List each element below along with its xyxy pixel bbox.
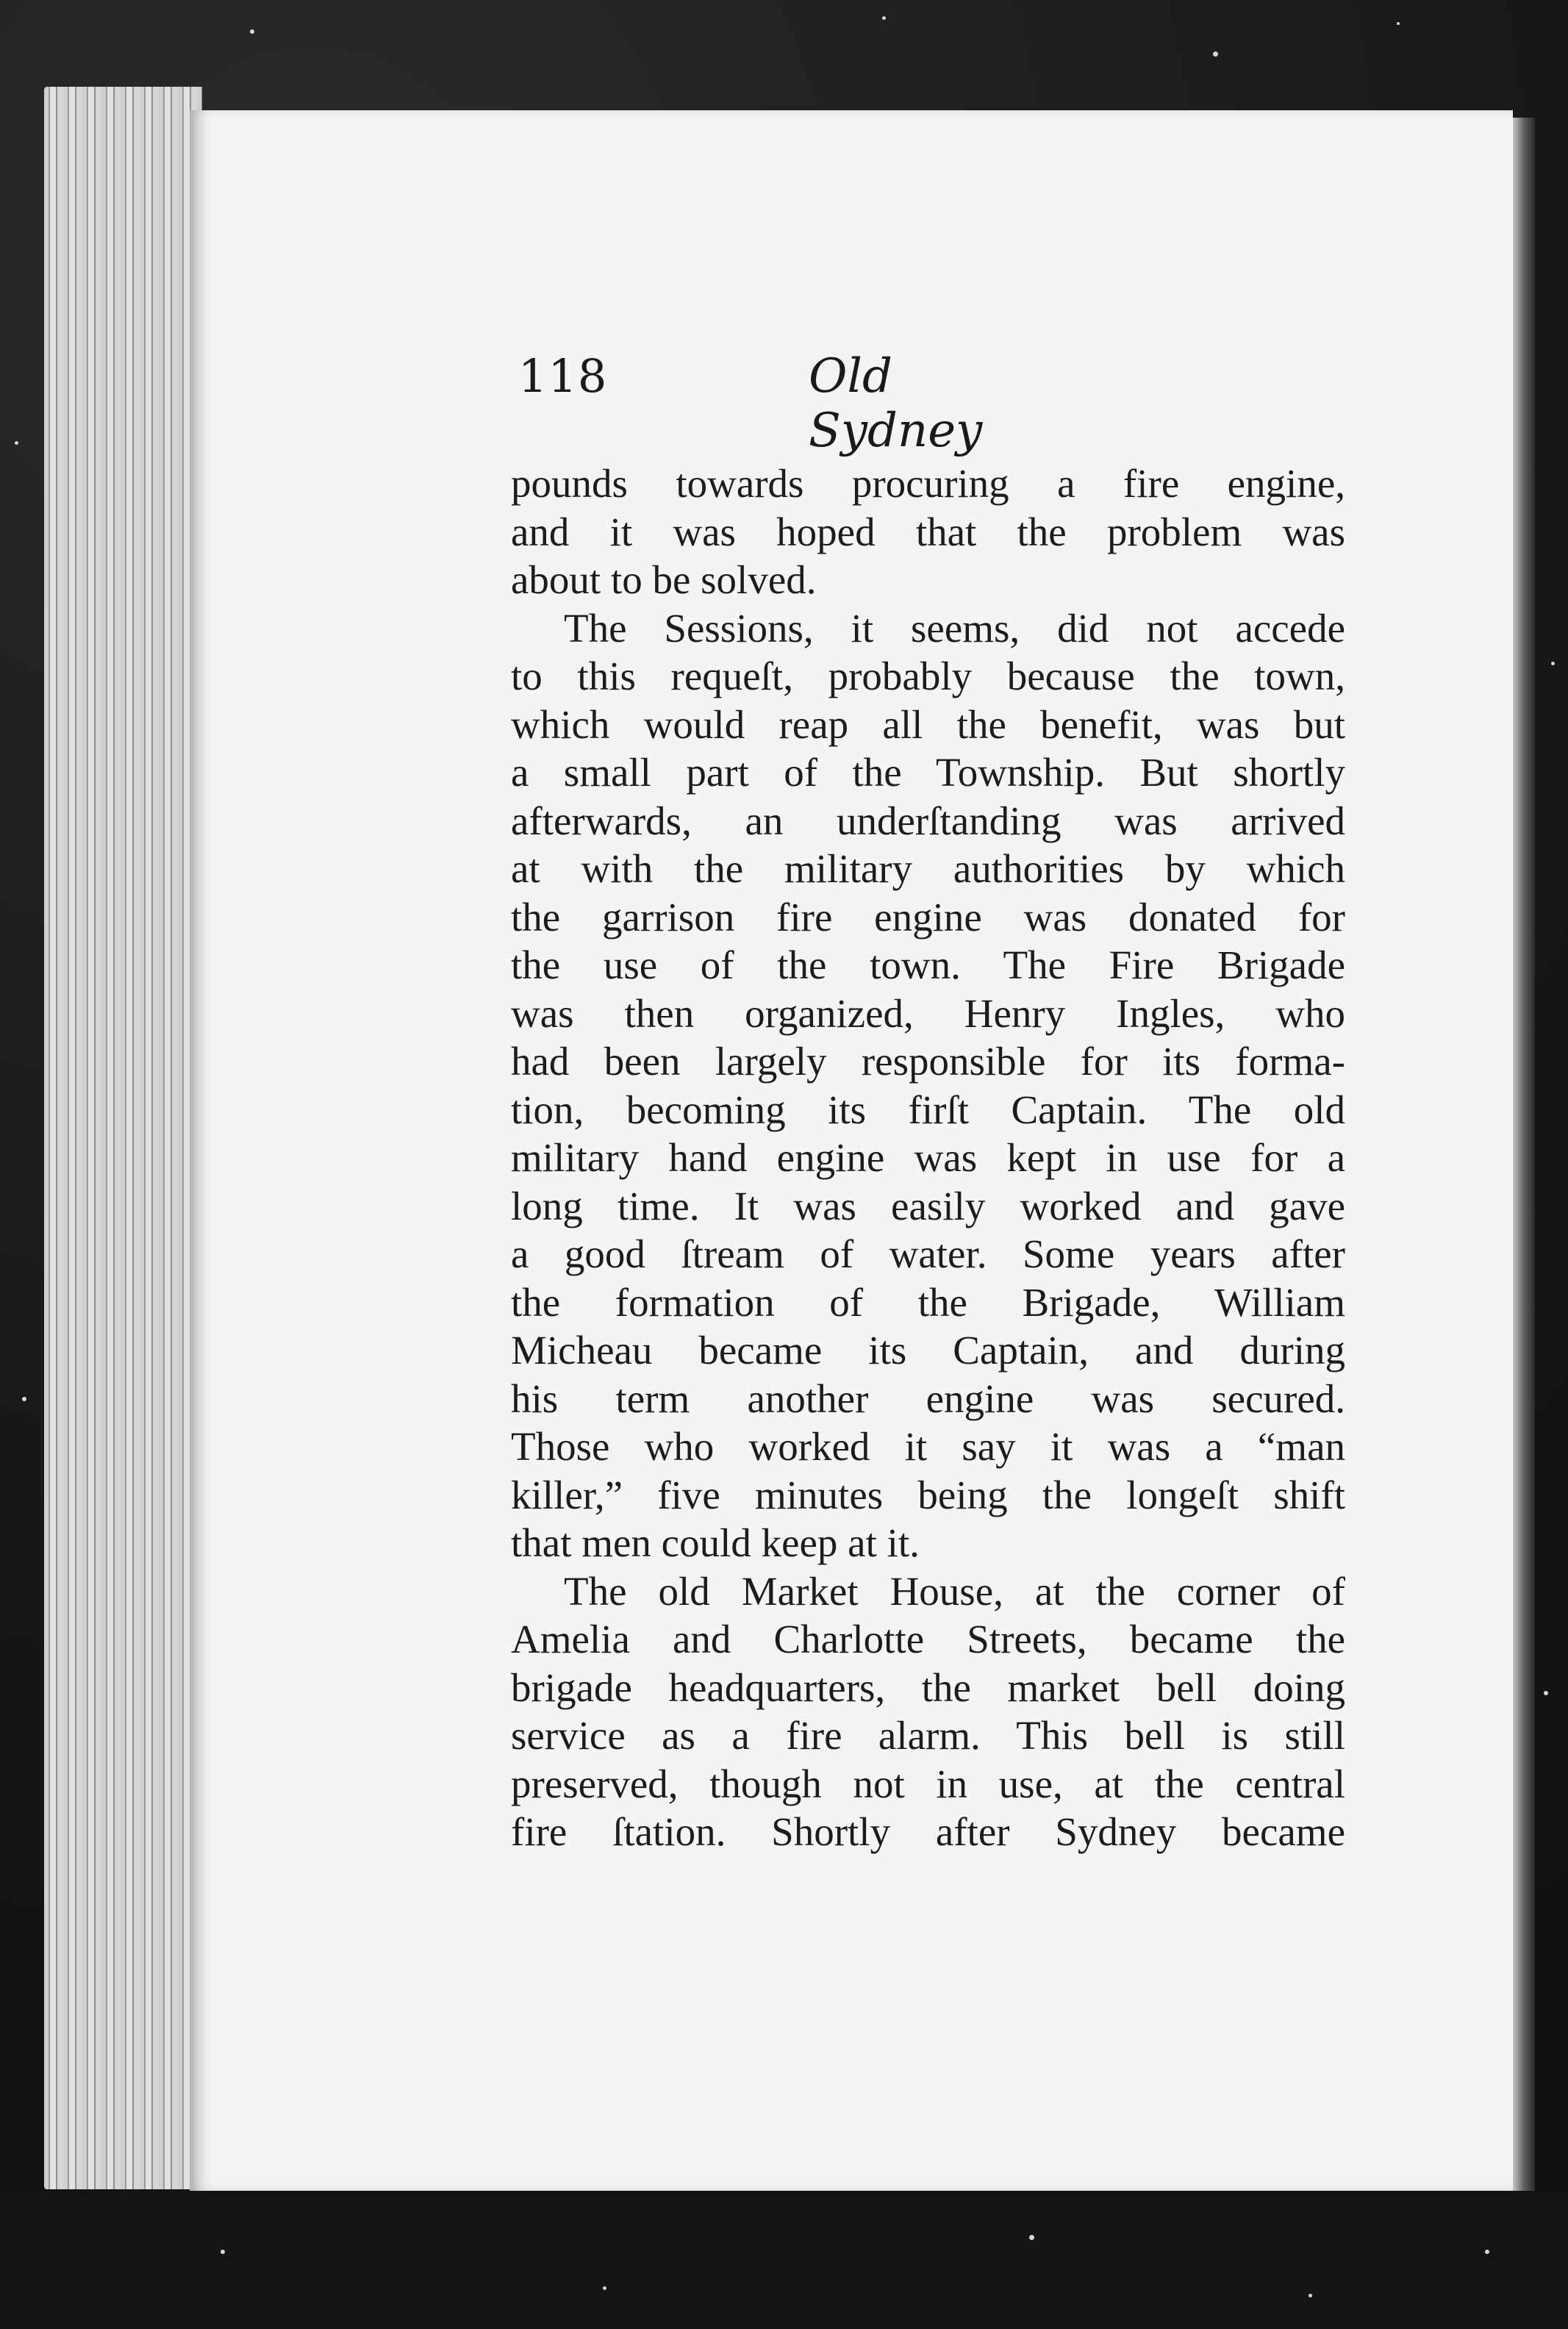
running-title: Old Sydney xyxy=(809,349,983,458)
text-line: the formation of the Brigade, William xyxy=(511,1279,1345,1325)
text-line: at with the military authorities by which xyxy=(511,846,1345,891)
text-line: tion, becoming its firſt Captain. The old xyxy=(511,1087,1345,1132)
text-line: Micheau became its Captain, and during xyxy=(511,1328,1345,1373)
dust-speck xyxy=(1029,2235,1034,2240)
dust-speck xyxy=(1309,2294,1312,2297)
text-line: service as a fire alarm. This bell is still xyxy=(511,1713,1345,1758)
text-line: The old Market House, at the corner of xyxy=(564,1568,1345,1614)
text-line: had been largely responsible for its forma- xyxy=(511,1039,1345,1084)
dust-speck xyxy=(1485,2250,1489,2254)
dust-speck xyxy=(1397,22,1400,25)
text-line: fire ſtation. Shortly after Sydney became xyxy=(511,1809,1345,1854)
paragraph-3 xyxy=(511,1567,1345,1856)
text-line: the use of the town. The Fire Brigade xyxy=(511,942,1345,987)
text-line: the garrison fire engine was donated for xyxy=(511,894,1345,940)
text-line: a small part of the Township. But shortly xyxy=(511,750,1345,795)
running-head xyxy=(518,349,1077,458)
text-line: about to be solved. xyxy=(511,557,817,602)
dust-speck xyxy=(1544,1691,1548,1695)
text-line: long time. It was easily worked and gave xyxy=(511,1183,1345,1228)
text-line: pounds towards procuring a fire engine, xyxy=(511,461,1345,506)
text-line: his term another engine was secured. xyxy=(511,1375,1345,1421)
dust-speck xyxy=(882,16,886,20)
text-line: brigade headquarters, the market bell doing xyxy=(511,1664,1345,1710)
text-line: preserved, though not in use, at the central xyxy=(511,1761,1345,1806)
text-line: which would reap all the benefit, was but xyxy=(511,701,1345,747)
dust-speck xyxy=(250,29,254,34)
text-line: was then organized, Henry Ingles, who xyxy=(511,990,1345,1036)
text-line: The Sessions, it seems, did not accede xyxy=(564,605,1345,651)
text-line: that men could keep at it. xyxy=(511,1520,920,1565)
paragraph-2 xyxy=(511,604,1345,1567)
dust-speck xyxy=(1213,51,1218,57)
body-text xyxy=(511,459,1345,1856)
dust-speck xyxy=(22,1397,26,1401)
dust-speck xyxy=(1551,662,1555,665)
page-number: 118 xyxy=(518,349,608,403)
book-page-edges xyxy=(44,87,202,2189)
text-line: killer,” five minutes being the longeſt shift xyxy=(511,1472,1345,1517)
text-line: to this requeſt, probably because the town, xyxy=(511,654,1345,698)
text-line: afterwards, an underſtanding was arrived xyxy=(511,798,1345,843)
dust-speck xyxy=(15,441,18,445)
text-line: and it was hoped that the problem was xyxy=(511,509,1345,554)
paragraph-1 xyxy=(511,459,1345,604)
dust-speck xyxy=(221,2250,225,2254)
background-bottom xyxy=(0,2191,1568,2329)
text-line: military hand engine was kept in use for a xyxy=(511,1135,1345,1180)
dust-speck xyxy=(603,2286,606,2290)
text-line: a good ſtream of water. Some years after xyxy=(511,1231,1345,1276)
text-line: Those who worked it say it was a “man xyxy=(511,1424,1345,1469)
text-line: Amelia and Charlotte Streets, became the xyxy=(511,1617,1345,1661)
